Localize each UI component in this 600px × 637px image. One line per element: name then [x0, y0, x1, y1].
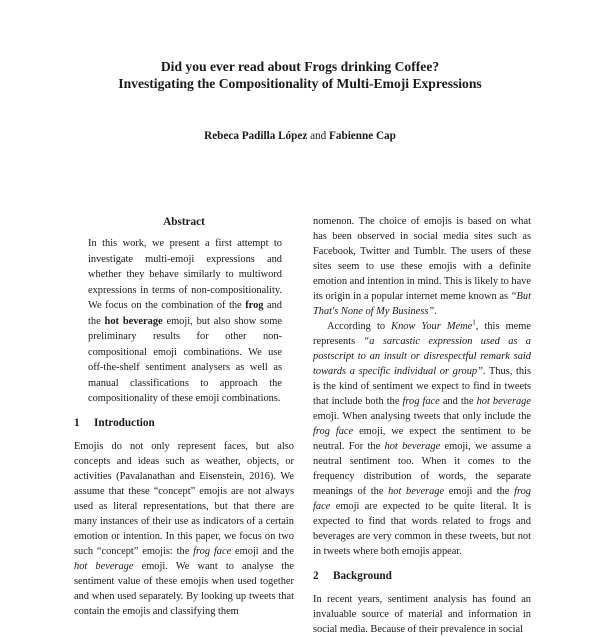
section-title: Introduction: [94, 416, 155, 429]
background-paragraph: [313, 592, 531, 637]
title-line-2: Investigating the Compositionality of Multi-Emoji Expressions: [118, 76, 482, 91]
meme-name: “But That's None of My Business”: [313, 291, 531, 317]
right-column: [313, 214, 531, 637]
body-text: emoji and the: [444, 486, 515, 497]
footnote-marker: 1: [472, 318, 476, 327]
abstract-text: In this work, we present a first attempt to investigate multi-emoji expressions and whether they behave similarly to multiword expressions in terms of non-compositionality. We focus on the combination of the: [88, 238, 282, 311]
body-text: emoji, we assume a neutral sentiment too. When it comes to the frequency distribution of words, the separate meanings of the: [313, 441, 532, 497]
abstract-bold-frog: frog: [245, 300, 264, 311]
right-paragraph-1: [313, 214, 531, 319]
italic-frog-face: frog face: [402, 396, 440, 407]
body-text: . Thus, this is the kind of sentiment we expect to find in tweets that include both the: [313, 366, 531, 407]
intro-text: emoji. We want to analyse the sentiment value of these emojis when used together and when used separately. By looking up tweets that contain the emojis and classifying them: [74, 560, 294, 617]
section-heading-background: [313, 569, 531, 584]
intro-italic-frog-face: frog face: [193, 545, 232, 557]
background-text: In recent years, sentiment analysis has found an invaluable source of material and information in social media. Because of their prevalence in social: [313, 594, 531, 635]
italic-hot-beverage: hot beverage: [476, 396, 531, 407]
abstract-heading: Abstract: [163, 216, 205, 228]
author-1: Rebeca Padilla López: [204, 130, 308, 142]
body-text: nomenon. The choice of emojis is based on what has been observed in social media sites such as Facebook, Twitter and Tumblr. The users of these sites seem to use these emojis with a definite emotion and intention in mind. This is likely to have its origin in a popular internet meme known as: [313, 216, 531, 302]
section-number: 2: [313, 570, 319, 582]
know-your-meme-ref: Know Your Meme: [391, 321, 473, 332]
body-text: emoji. When analysing tweets that only include the: [313, 411, 531, 422]
author-line: [0, 130, 600, 142]
intro-paragraph: [74, 439, 294, 619]
body-text: According to: [327, 321, 392, 332]
left-column: [74, 215, 294, 619]
abstract-text: and the: [88, 300, 283, 327]
body-text: .: [434, 306, 437, 317]
body-text: and the: [439, 396, 477, 407]
body-text: emoji, we expect the sentiment to be neutral. For the: [313, 426, 531, 452]
meme-definition-quote: “a sarcastic expression used as a postscript to an insult or disrespectful remark said towards a specific individual or group”: [313, 336, 531, 377]
paper-title: [0, 58, 600, 92]
intro-text: Emojis do not only represent faces, but also concepts and ideas such as weather, objects, or activities (Pavalanathan and Eisenstein, 2016). We assume that these “concept” emojis are not always used as literal representations, but that there are many instances of their use as indicators of a certain emotion or intention. In this paper, we focus on two such “concept” emojis: the: [74, 440, 294, 557]
abstract-text: emoji, but also show some preliminary results for other non-compositional emoji combinations. We use off-the-shelf sentiment analysers as well as manual classifications to approach the compositionality of these emoji combinations.: [88, 315, 282, 404]
author-conjunction: and: [310, 130, 327, 142]
italic-frog-face: frog face: [313, 426, 354, 437]
author-2: Fabienne Cap: [329, 130, 396, 142]
right-paragraph-2: [313, 319, 531, 559]
body-text: , this meme represents: [313, 321, 531, 347]
abstract-body: [88, 236, 282, 407]
title-line-1: Did you ever read about Frogs drinking Coffee?: [160, 59, 440, 74]
intro-italic-hot-beverage: hot beverage: [74, 560, 134, 572]
italic-frog-face: frog face: [313, 486, 531, 512]
abstract-bold-hot-beverage: hot beverage: [104, 315, 163, 327]
italic-hot-beverage: hot beverage: [384, 441, 441, 452]
italic-hot-beverage: hot beverage: [388, 486, 445, 497]
body-text: emoji are expected to be quite literal. It is expected to find that words related to frogs and beverages are very common in these tweets, but not in tweets where both emojis appear.: [313, 501, 531, 557]
abstract-paragraph: [88, 236, 282, 407]
section-title: Background: [333, 570, 392, 582]
section-heading-introduction: [74, 416, 294, 431]
section-number: 1: [74, 416, 80, 429]
intro-text: emoji and the: [231, 545, 294, 557]
